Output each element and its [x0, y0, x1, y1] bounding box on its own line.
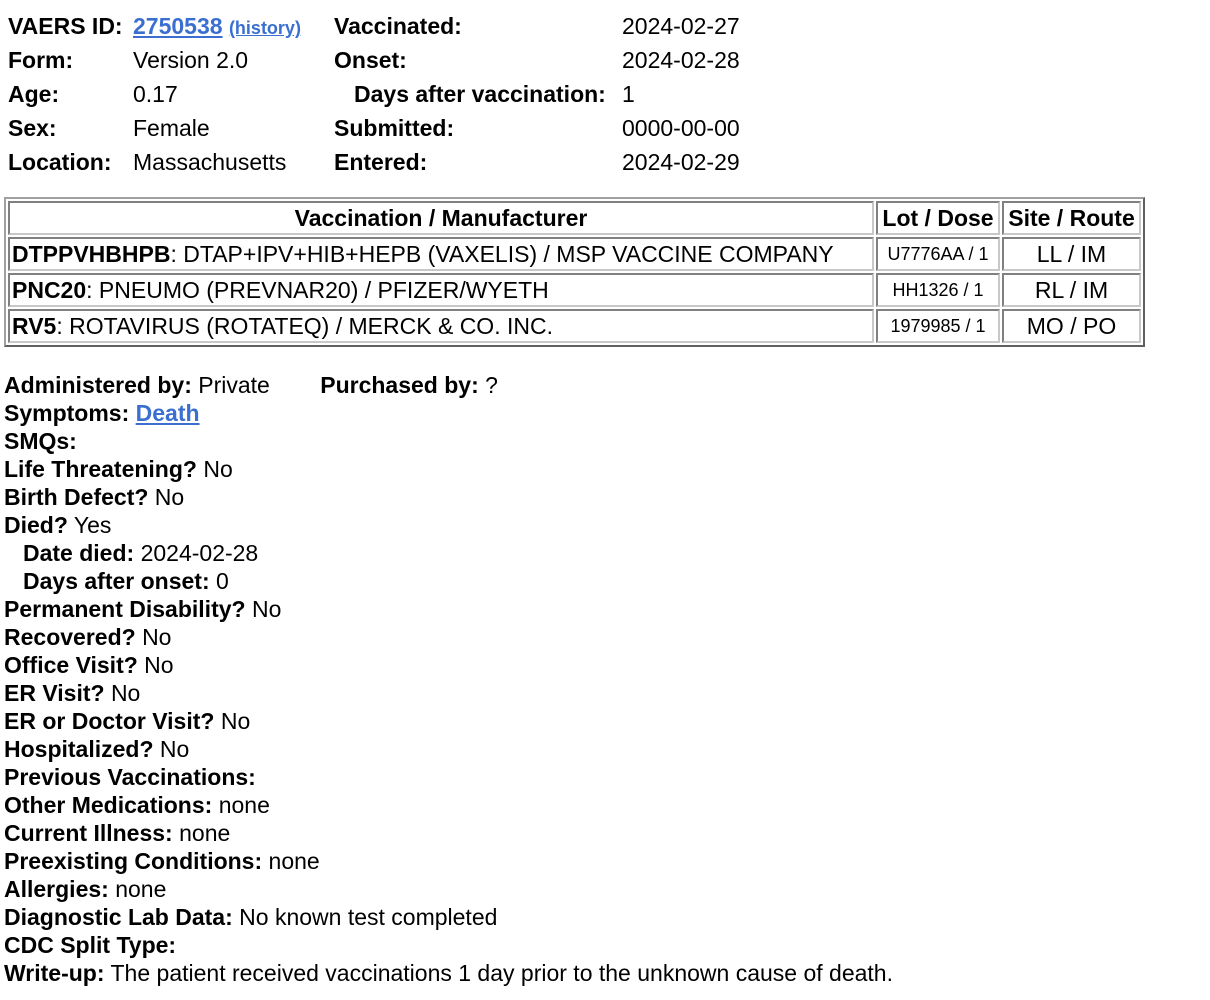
days-after-onset-line: [4, 567, 1204, 595]
other-medications-label: Other Medications:: [4, 792, 213, 818]
diagnostic-lab-value: No known test completed: [239, 904, 498, 930]
table-row: [8, 273, 1141, 307]
hospitalized-label: Hospitalized?: [4, 736, 154, 762]
site-route-cell: RL / IM: [1002, 273, 1141, 307]
life-threatening-label: Life Threatening?: [4, 456, 197, 482]
symptom-death-link[interactable]: Death: [135, 400, 200, 426]
diagnostic-lab-label: Diagnostic Lab Data:: [4, 904, 233, 930]
current-illness-line: [4, 819, 1204, 847]
vaccination-table: [4, 197, 1145, 347]
recovered-line: [4, 623, 1204, 651]
diagnostic-lab-line: [4, 903, 1204, 931]
administered-purchased-line: [4, 371, 1204, 399]
vaccine-description: : DTAP+IPV+HIB+HEPB (VAXELIS) / MSP VACCINE COMPANY: [170, 241, 834, 267]
died-line: [4, 511, 1204, 539]
lot-dose-cell: U7776AA / 1: [876, 237, 1000, 271]
died-value: Yes: [73, 512, 112, 538]
life-threatening-value: No: [203, 456, 233, 482]
previous-vaccinations-line: [4, 763, 1204, 791]
column-header-lot-dose: Lot / Dose: [876, 201, 1000, 235]
vaers-id-link[interactable]: 2750538: [133, 13, 223, 39]
header-row-age: [8, 78, 768, 112]
form-label: Form:: [8, 47, 74, 73]
allergies-line: [4, 875, 1204, 903]
age-label: Age:: [8, 81, 60, 107]
report-details: [4, 371, 1204, 987]
hospitalized-line: [4, 735, 1204, 763]
other-medications-line: [4, 791, 1204, 819]
purchased-value: ?: [485, 372, 498, 398]
submitted-value: 0000-00-00: [622, 115, 740, 141]
er-visit-label: ER Visit?: [4, 680, 105, 706]
recovered-value: No: [142, 624, 172, 650]
site-route-cell: LL / IM: [1002, 237, 1141, 271]
table-row: [8, 309, 1141, 343]
permanent-disability-value: No: [251, 596, 282, 622]
age-value: 0.17: [133, 81, 178, 107]
location-value: Massachusetts: [133, 149, 287, 175]
report-header: [8, 10, 768, 180]
entered-value: 2024-02-29: [622, 149, 740, 175]
allergies-value: none: [115, 876, 167, 902]
cdc-split-type-label: CDC Split Type:: [4, 932, 177, 958]
onset-value: 2024-02-28: [622, 47, 740, 73]
er-doctor-visit-value: No: [220, 708, 251, 734]
permanent-disability-label: Permanent Disability?: [4, 596, 246, 622]
previous-vaccinations-label: Previous Vaccinations:: [4, 764, 256, 790]
header-row-id: [8, 10, 768, 44]
write-up-value: The patient received vaccinations 1 day prior to the unknown cause of death.: [110, 960, 893, 986]
days-after-onset-value: 0: [216, 568, 229, 594]
office-visit-value: No: [144, 652, 174, 678]
birth-defect-value: No: [154, 484, 185, 510]
er-visit-line: [4, 679, 1204, 707]
submitted-label: Submitted:: [334, 115, 455, 141]
vaccine-cell: [8, 309, 874, 343]
lot-dose-cell: HH1326 / 1: [876, 273, 1000, 307]
smqs-line: [4, 427, 1204, 455]
preexisting-conditions-value: none: [268, 848, 320, 874]
recovered-label: Recovered?: [4, 624, 136, 650]
sex-value: Female: [133, 115, 210, 141]
preexisting-conditions-label: Preexisting Conditions:: [4, 848, 263, 874]
er-doctor-visit-label: ER or Doctor Visit?: [4, 708, 215, 734]
er-visit-value: No: [110, 680, 141, 706]
smqs-label: SMQs:: [4, 428, 77, 454]
symptoms-line: [4, 399, 1204, 427]
allergies-label: Allergies:: [4, 876, 109, 902]
office-visit-line: [4, 651, 1204, 679]
vaccine-cell: [8, 273, 874, 307]
vaccine-cell: [8, 237, 874, 271]
cdc-split-type-line: [4, 931, 1204, 959]
date-died-line: [4, 539, 1204, 567]
vaccine-code: PNC20: [12, 277, 87, 303]
vaccinated-value: 2024-02-27: [622, 13, 740, 39]
vaccine-description: : PNEUMO (PREVNAR20) / PFIZER/WYETH: [86, 277, 549, 303]
table-row: [8, 237, 1141, 271]
table-header-row: [8, 201, 1141, 235]
er-doctor-visit-line: [4, 707, 1204, 735]
write-up-line: [4, 959, 1204, 987]
preexisting-conditions-line: [4, 847, 1204, 875]
header-row-form: [8, 44, 768, 78]
column-header-vaccination: Vaccination / Manufacturer: [8, 201, 874, 235]
purchased-label: Purchased by:: [320, 372, 479, 398]
onset-label: Onset:: [334, 47, 407, 73]
vaccine-code: RV5: [12, 313, 57, 339]
hospitalized-value: No: [159, 736, 190, 762]
vaccinated-label: Vaccinated:: [334, 13, 462, 39]
lot-dose-cell: 1979985 / 1: [876, 309, 1000, 343]
days-after-onset-label: Days after onset:: [23, 568, 210, 594]
vaers-id-cell: [133, 10, 301, 44]
office-visit-label: Office Visit?: [4, 652, 138, 678]
permanent-disability-line: [4, 595, 1204, 623]
days-after-vaccination-label: Days after vaccination:: [354, 81, 606, 107]
life-threatening-line: [4, 455, 1204, 483]
date-died-value: 2024-02-28: [140, 540, 259, 566]
symptoms-label: Symptoms:: [4, 400, 130, 426]
header-row-location: [8, 146, 768, 180]
history-link[interactable]: (history): [228, 18, 301, 38]
header-row-sex: [8, 112, 768, 146]
vaccine-description: : ROTAVIRUS (ROTATEQ) / MERCK & CO. INC.: [56, 313, 553, 339]
administered-label: Administered by:: [4, 372, 192, 398]
entered-label: Entered:: [334, 149, 428, 175]
administered-value: Private: [198, 372, 270, 398]
write-up-label: Write-up:: [4, 960, 105, 986]
birth-defect-line: [4, 483, 1204, 511]
died-label: Died?: [4, 512, 68, 538]
other-medications-value: none: [218, 792, 270, 818]
vaers-id-label: VAERS ID:: [8, 13, 123, 39]
current-illness-value: none: [179, 820, 231, 846]
form-value: Version 2.0: [133, 47, 249, 73]
birth-defect-label: Birth Defect?: [4, 484, 149, 510]
site-route-cell: MO / PO: [1002, 309, 1141, 343]
date-died-label: Date died:: [23, 540, 135, 566]
vaccine-code: DTPPVHBHPB: [12, 241, 171, 267]
location-label: Location:: [8, 149, 112, 175]
current-illness-label: Current Illness:: [4, 820, 173, 846]
column-header-site-route: Site / Route: [1002, 201, 1141, 235]
days-after-vaccination-value: 1: [622, 81, 635, 107]
sex-label: Sex:: [8, 115, 57, 141]
